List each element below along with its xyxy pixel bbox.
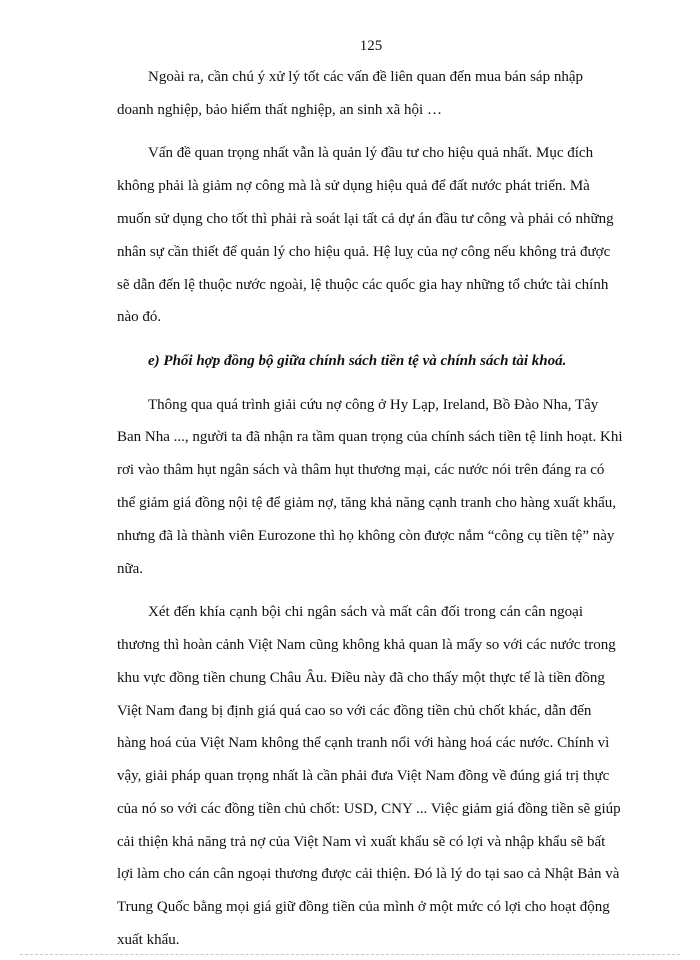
paragraph-4-line-3: khu vực đồng tiền chung Châu Âu. Điều này đã cho thấy một thực tế là tiền đồng: [117, 669, 605, 686]
paragraph-2-line-6: nào đó.: [117, 309, 162, 326]
paragraph-4-line-11: xuất khẩu.: [117, 932, 180, 948]
section-heading: e) Phối hợp đồng bộ giữa chính sách tiền tệ và chính sách tài khoá.: [148, 353, 567, 370]
paragraph-2-line-4: nhân sự cần thiết để quản lý cho hiệu quả. Hệ luỵ của nợ công nếu không trả được: [117, 243, 611, 260]
paragraph-4-line-8: cải thiện khả năng trả nợ của Việt Nam vì xuất khẩu sẽ có lợi và nhập khẩu sẽ bất: [117, 833, 606, 850]
paragraph-4-line-9: lợi làm cho cán cân ngoại thương được cải thiện. Đó là lý do tại sao cả Nhật Bản và: [117, 866, 620, 883]
paragraph-3-line-4: thể giảm giá đồng nội tệ để giảm nợ, tăng khả năng cạnh tranh cho hàng xuất khẩu,: [117, 495, 617, 512]
paragraph-1-line-1: Ngoài ra, cần chú ý xử lý tốt các vấn đề liên quan đến mua bán sáp nhập: [148, 69, 583, 85]
paragraph-2-line-5: sẽ dẫn đến lệ thuộc nước ngoài, lệ thuộc các quốc gia hay những tổ chức tài chính: [117, 276, 609, 293]
page-number: 125: [359, 38, 383, 54]
paragraph-4-line-7: của nó so với các đồng tiền chủ chốt: USD, CNY ... Việc giảm giá đồng tiền sẽ giúp: [117, 800, 621, 817]
paragraph-4-line-10: Trung Quốc bằng mọi giá giữ đồng tiền của mình ở một mức có lợi cho hoạt động: [117, 899, 610, 916]
paragraph-4-line-1: Xét đến khía cạnh bội chi ngân sách và mất cân đối trong cán cân ngoại: [148, 604, 583, 621]
paragraph-3-line-3: rơi vào thâm hụt ngân sách và thâm hụt thương mại, các nước nói trên đáng ra có: [117, 462, 605, 479]
paragraph-4-line-5: hàng hoá của Việt Nam không thể cạnh tranh nổi với hàng hoá các nước. Chính vì: [117, 735, 610, 752]
paragraph-3-line-1: Thông qua quá trình giải cứu nợ công ở Hy Lạp, Ireland, Bồ Đào Nha, Tây: [148, 396, 599, 413]
paragraph-1-line-2: doanh nghiệp, bảo hiểm thất nghiệp, an sinh xã hội …: [117, 101, 442, 118]
paragraph-2-line-3: muốn sử dụng cho tốt thì phải rà soát lại tất cả dự án đầu tư công và phải có những: [117, 211, 614, 227]
paragraph-2-line-1: Vấn đề quan trọng nhất vẫn là quản lý đầu tư cho hiệu quả nhất. Mục đích: [148, 145, 594, 162]
paragraph-4-line-2: thương thì hoàn cảnh Việt Nam cũng không khả quan là mấy so với các nước trong: [117, 637, 616, 654]
paragraph-3-line-5: nhưng đã là thành viên Eurozone thì họ không còn được nắm “công cụ tiền tệ” này: [117, 527, 615, 544]
paragraph-2-line-2: không phải là giảm nợ công mà là sử dụng hiệu quả để đất nước phát triển. Mà: [117, 178, 590, 195]
paragraph-4-line-4: Việt Nam đang bị định giá quá cao so với các đồng tiền chủ chốt khác, dẫn đến: [117, 702, 592, 719]
page-bottom-rule: [20, 954, 680, 955]
paragraph-3-line-6: nữa.: [117, 560, 144, 577]
paragraph-4-line-6: vậy, giải pháp quan trọng nhất là cần phải đưa Việt Nam đồng về đúng giá trị thực: [117, 768, 610, 785]
paragraph-3-line-2: Ban Nha ..., người ta đã nhận ra tầm quan trọng của chính sách tiền tệ linh hoạt. Khi: [117, 429, 623, 446]
